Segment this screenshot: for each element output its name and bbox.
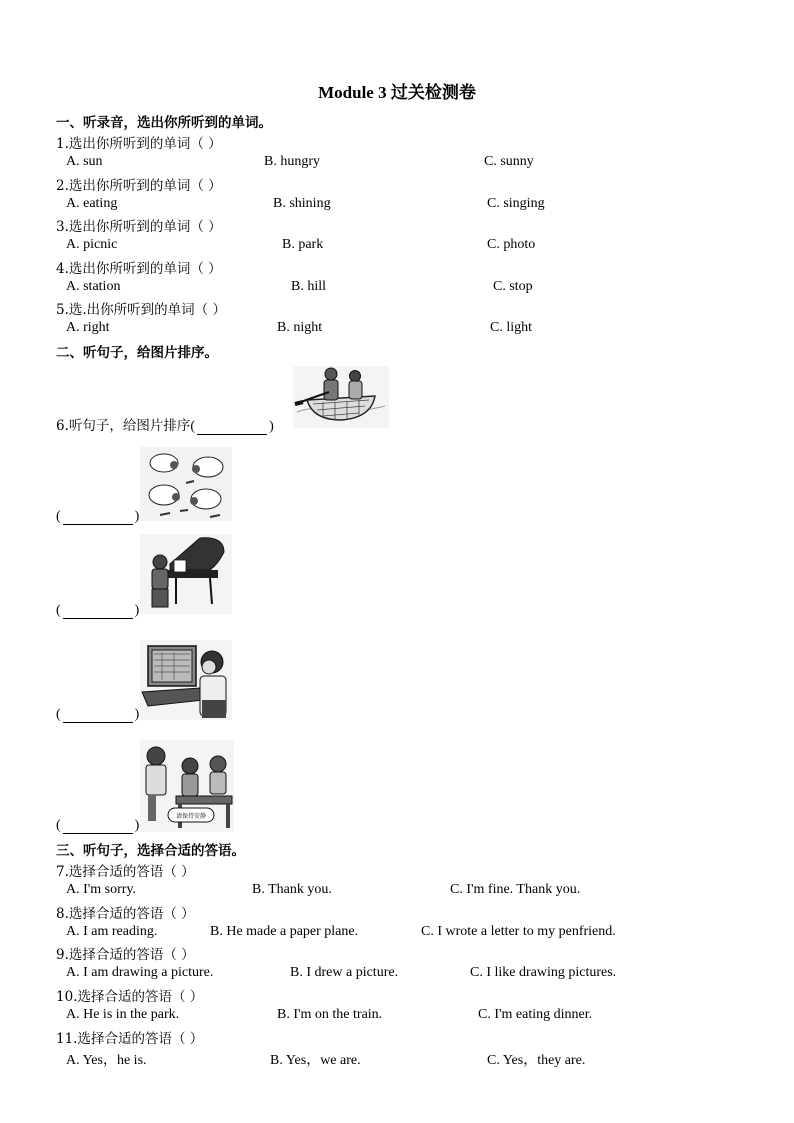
answer-blank-computer[interactable]: ( ) — [56, 707, 140, 722]
question-6-label: 6.听句子，给图片排序 — [56, 418, 191, 434]
q11-option-b: B. Yes，we are. — [270, 1053, 361, 1068]
q3-option-b: B. park — [282, 237, 324, 252]
question-11: 11.选择合适的答语（ ） — [56, 1031, 204, 1047]
question-5: 5.选.出你所听到的单词（ ） — [56, 302, 226, 318]
answer-blank-sheep[interactable]: ( ) — [56, 509, 140, 524]
q9-option-a: A. I am drawing a picture. — [66, 965, 214, 980]
q7-option-c: C. I'm fine. Thank you. — [450, 882, 581, 897]
question-8: 8.选择合适的答语（ ） — [56, 906, 195, 922]
q5-option-a: A. right — [66, 320, 110, 335]
question-10: 10.选择合适的答语（ ） — [56, 989, 204, 1005]
section-3-heading: 三、听句子，选择合适的答语。 — [56, 843, 245, 859]
answer-blank-6[interactable]: ( ) — [190, 419, 274, 434]
question-7: 7.选择合适的答语（ ） — [56, 864, 195, 880]
question-6 — [56, 414, 274, 435]
q5-option-b: B. night — [277, 320, 323, 335]
answer-blank-classroom[interactable]: ( ) — [56, 818, 140, 833]
classroom-sign-text: 请保持安静 — [175, 813, 207, 820]
sheep-eating-picture — [140, 447, 232, 521]
computer-using-picture — [140, 640, 232, 720]
question-9: 9.选择合适的答语（ ） — [56, 947, 195, 963]
question-4: 4.选出你所听到的单词（ ） — [56, 261, 222, 277]
section-1-heading: 一、听录音，选出你所听到的单词。 — [56, 115, 272, 131]
q1-option-c: C. sunny — [484, 154, 534, 169]
q4-option-a: A. station — [66, 279, 121, 294]
page-title: Module 3 过关检测卷 — [318, 83, 476, 102]
section-2-heading: 二、听句子，给图片排序。 — [56, 345, 218, 361]
q11-option-a: A. Yes，he is. — [66, 1053, 147, 1068]
answer-blank-piano[interactable]: ( ) — [56, 603, 140, 618]
q5-option-c: C. light — [490, 320, 533, 335]
question-1: 1.选出你所听到的单词（ ） — [56, 136, 222, 152]
q2-option-c: C. singing — [487, 196, 545, 211]
q7-option-b: B. Thank you. — [252, 882, 332, 897]
q7-option-a: A. I'm sorry. — [66, 882, 137, 897]
q9-option-b: B. I drew a picture. — [290, 965, 399, 980]
piano-playing-picture — [140, 534, 232, 614]
q4-option-c: C. stop — [493, 279, 533, 294]
question-2: 2.选出你所听到的单词（ ） — [56, 178, 222, 194]
q8-option-b: B. He made a paper plane. — [210, 924, 359, 939]
classroom-picture — [140, 740, 234, 832]
q8-option-a: A. I am reading. — [66, 924, 158, 939]
q8-option-c: C. I wrote a letter to my penfriend. — [421, 924, 616, 939]
q11-option-c: C. Yes，they are. — [487, 1053, 586, 1068]
q2-option-b: B. shining — [273, 196, 331, 211]
q10-option-c: C. I'm eating dinner. — [478, 1007, 593, 1022]
q9-option-c: C. I like drawing pictures. — [470, 965, 617, 980]
q4-option-b: B. hill — [291, 279, 327, 294]
q2-option-a: A. eating — [66, 196, 118, 211]
q10-option-b: B. I'm on the train. — [277, 1007, 383, 1022]
boat-rowing-picture — [293, 366, 389, 428]
q3-option-a: A. picnic — [66, 237, 118, 252]
q1-option-b: B. hungry — [264, 154, 320, 169]
q10-option-a: A. He is in the park. — [66, 1007, 180, 1022]
question-3: 3.选出你所听到的单词（ ） — [56, 219, 222, 235]
q1-option-a: A. sun — [66, 154, 103, 169]
q3-option-c: C. photo — [487, 237, 536, 252]
